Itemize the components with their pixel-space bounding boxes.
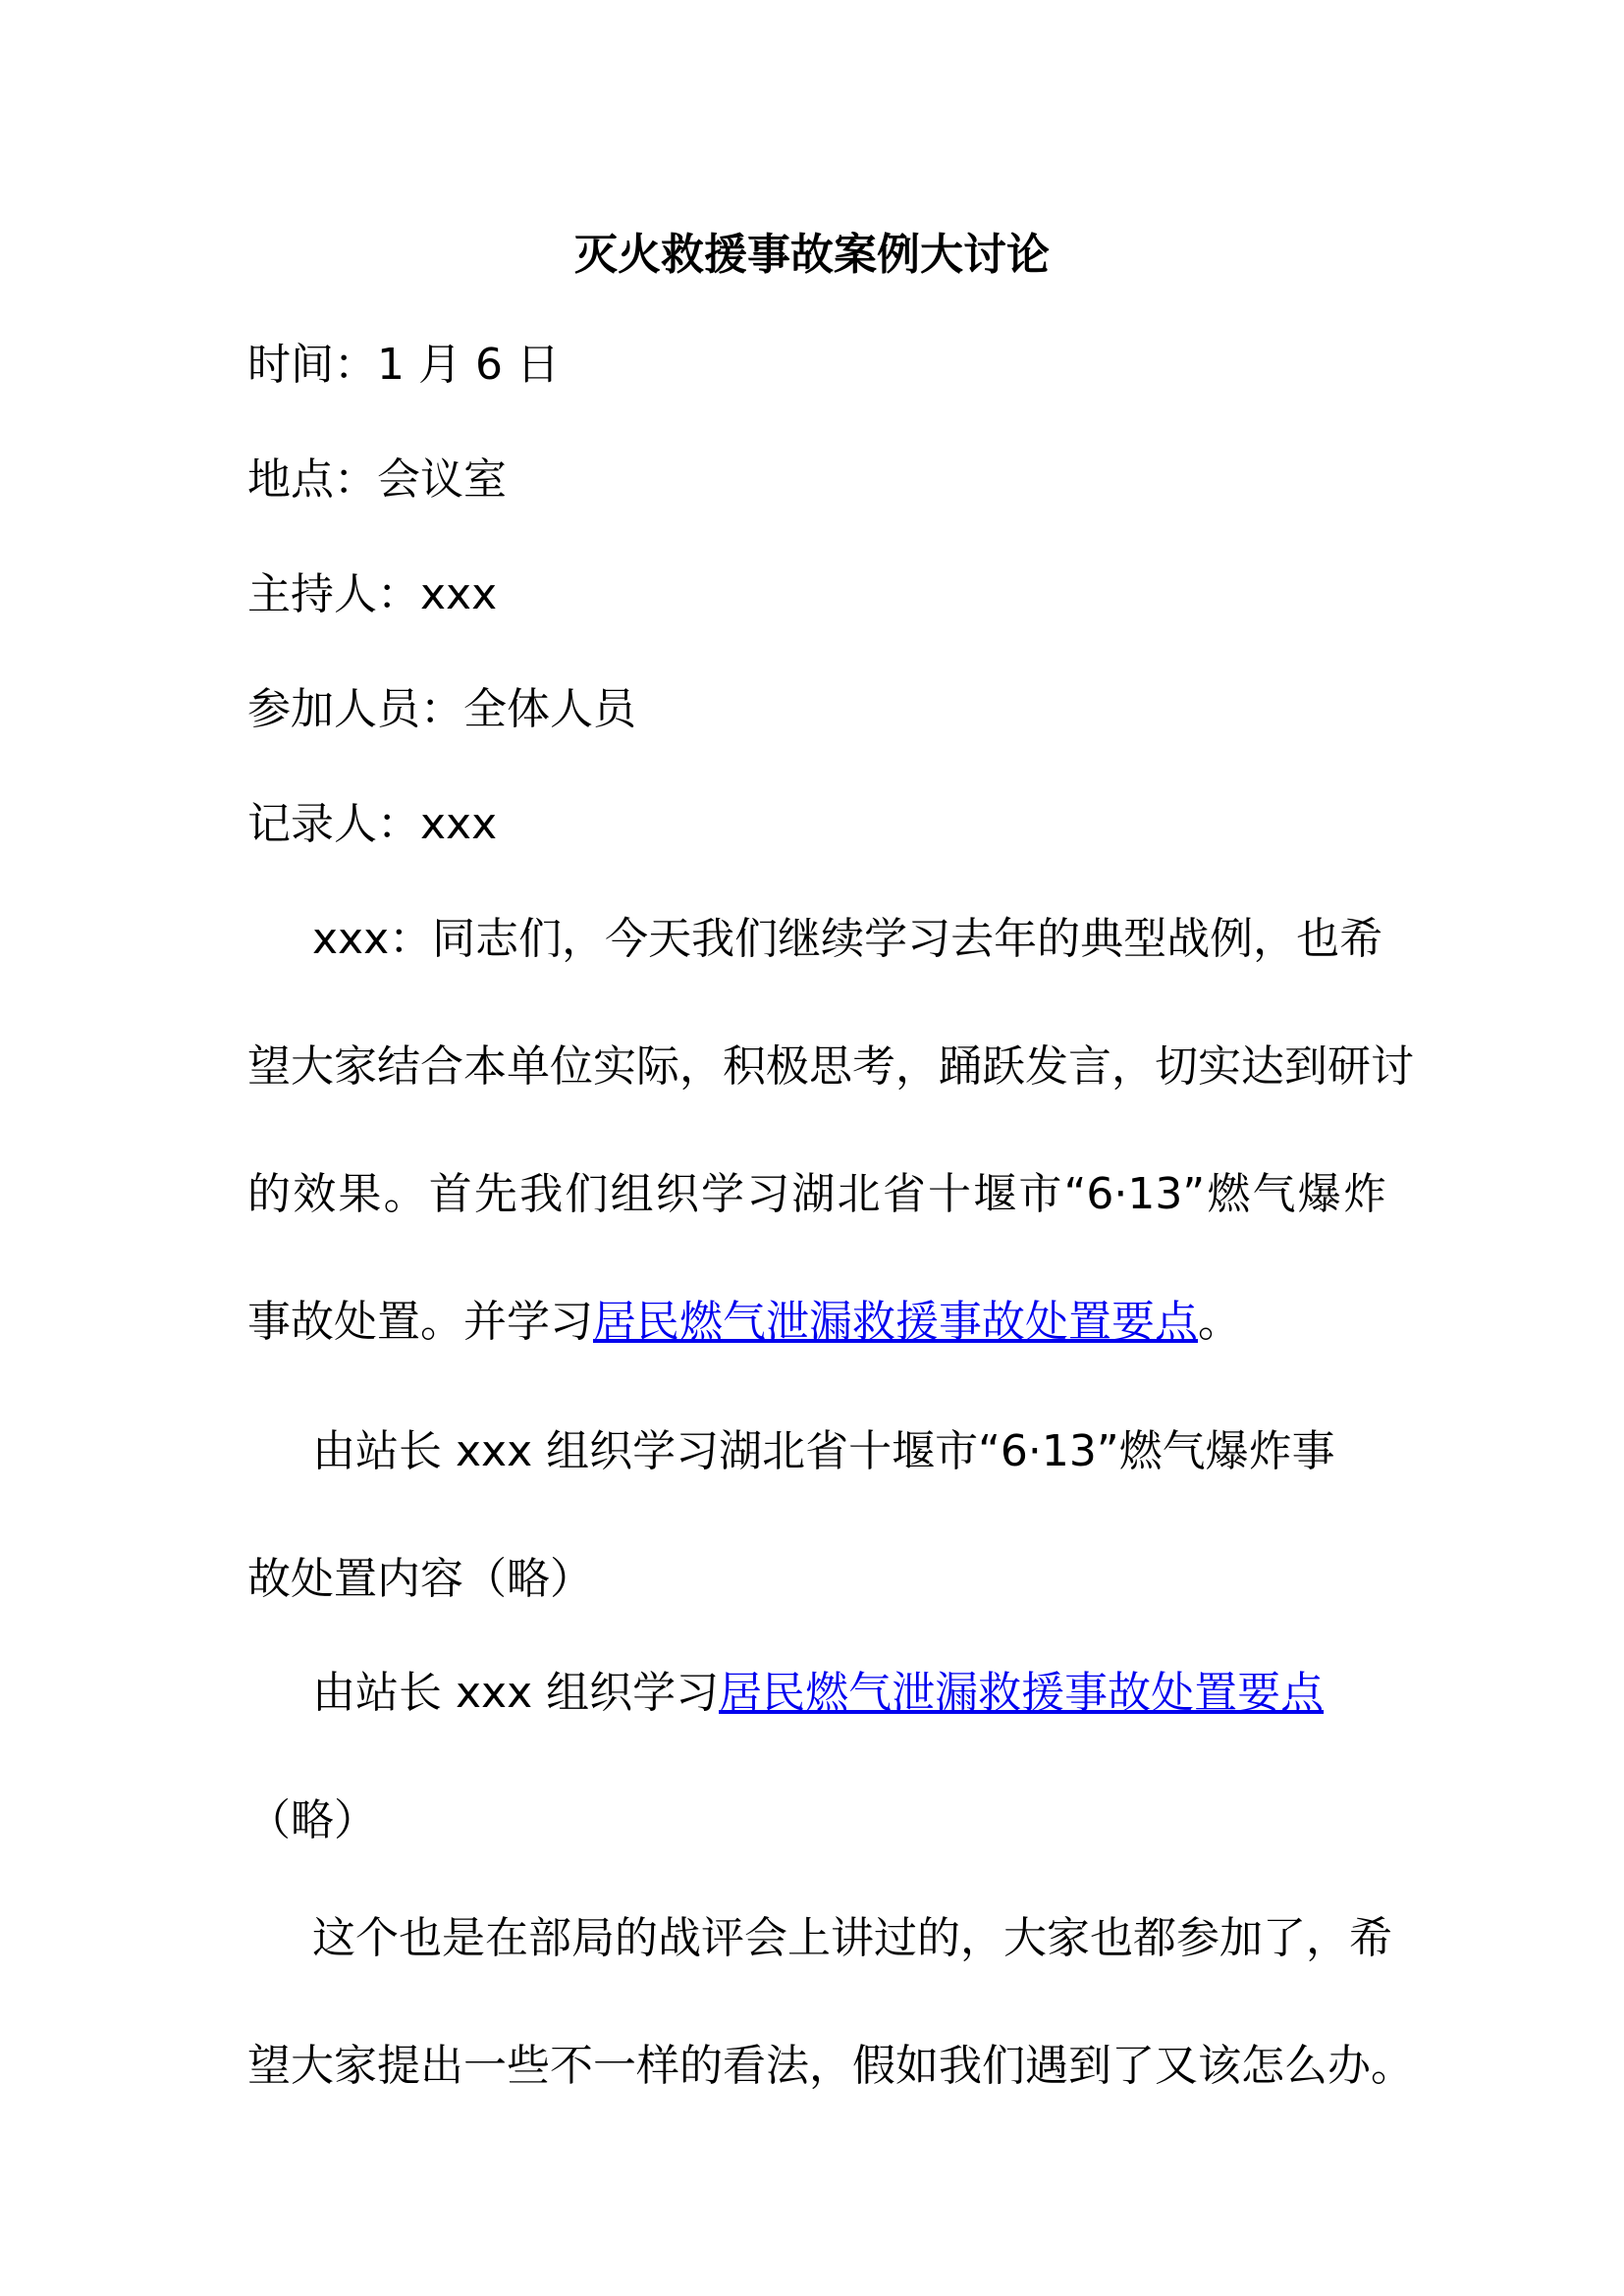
meta-location: 地点：会议室 (247, 454, 507, 505)
paragraph-line: （略） (247, 1795, 377, 1845)
paragraph-study-guide (247, 1629, 1386, 1885)
paragraph-line (247, 1875, 1392, 2002)
paragraph-discussion (247, 1875, 1414, 2130)
paragraph-text: xxx：同志们，今天我们继续学习去年的典型战例，也希 (312, 914, 1383, 964)
meta-participants: 参加人员：全体人员 (247, 684, 636, 734)
paragraph-line (247, 876, 1386, 1003)
meta-host: 主持人：xxx (247, 569, 498, 619)
paragraph-line: 望大家结合本单位实际，积极思考，踊跃发言，切实达到研讨 (247, 1041, 1414, 1092)
meta-time: 时间：1 月 6 日 (247, 340, 560, 390)
paragraph-text: 这个也是在部局的战评会上讲过的，大家也都参加了，希 (312, 1913, 1392, 1963)
paragraph-line: 故处置内容（略） (247, 1554, 593, 1604)
paragraph-line: 望大家提出一些不一样的看法，假如我们遇到了又该怎么办。 (247, 2041, 1414, 2091)
paragraph-text: 。 (1198, 1297, 1241, 1347)
paragraph-opening (247, 876, 1414, 1386)
paragraph-line (247, 1388, 1386, 1516)
paragraph-study-case (247, 1388, 1386, 1643)
meta-recorder: 记录人：xxx (247, 799, 498, 849)
paragraph-text: 由站长 xxx 组织学习 (312, 1668, 720, 1718)
paragraph-line: 的效果。首先我们组织学习湖北省十堰市“6·13”燃气爆炸 (247, 1169, 1386, 1219)
document-title: 灭火救援事故案例大讨论 (574, 230, 1050, 280)
paragraph-line (247, 1258, 1386, 1386)
paragraph-line (247, 1629, 1386, 1757)
gas-leak-guide-link[interactable]: 居民燃气泄漏救援事故处置要点 (719, 1668, 1325, 1718)
paragraph-text: 事故处置。并学习 (247, 1297, 593, 1347)
paragraph-text: 由站长 xxx 组织学习湖北省十堰市“6·13”燃气爆炸事 (312, 1426, 1335, 1476)
gas-leak-guide-link[interactable]: 居民燃气泄漏救援事故处置要点 (593, 1297, 1198, 1347)
